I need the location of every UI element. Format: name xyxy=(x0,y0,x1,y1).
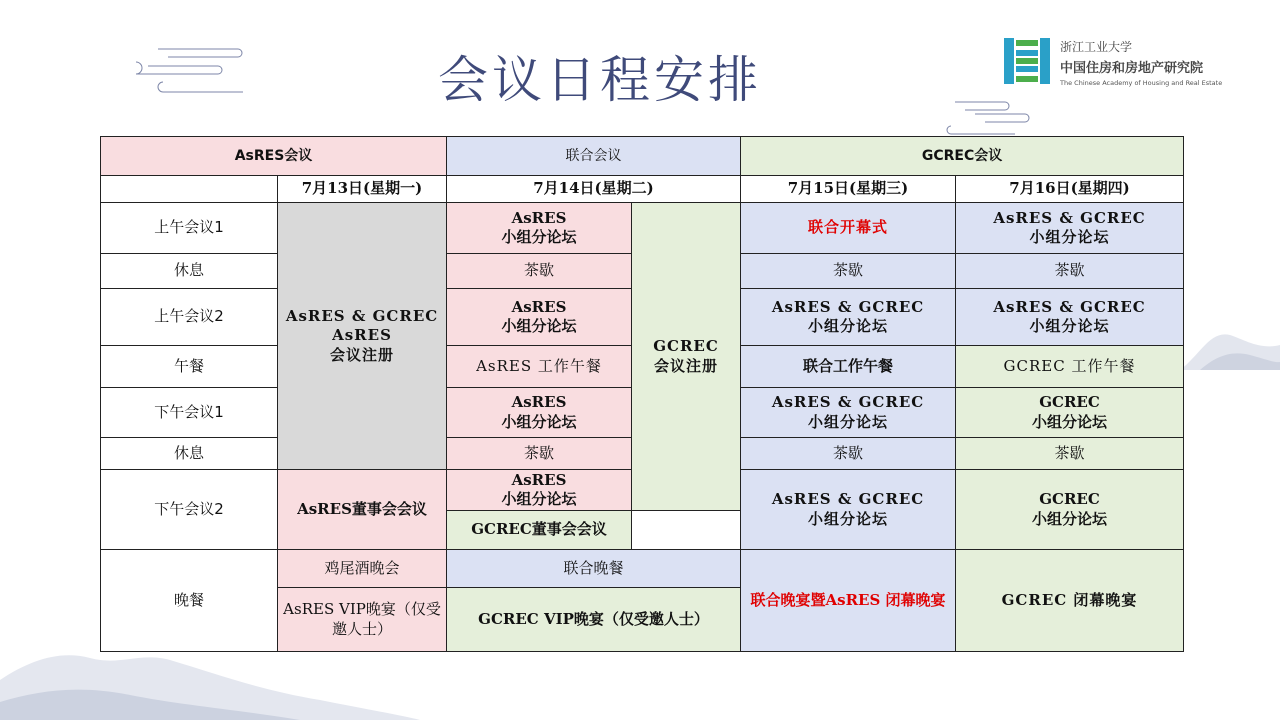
day-header: 7月15日(星期三) xyxy=(741,176,956,203)
session-label: 晚餐 xyxy=(101,550,278,652)
cell-line: 小组分论坛 xyxy=(1029,317,1110,335)
cell-line: 小组分论坛 xyxy=(808,412,889,431)
tea-break-cell: 茶歇 xyxy=(956,254,1184,289)
logo-university-name: 浙江工业大学 xyxy=(1060,40,1133,54)
opening-ceremony-cell: 联合开幕式 xyxy=(741,203,956,254)
lunch-cell: AsRES 工作午餐 xyxy=(447,346,632,388)
cell-line: AsRES xyxy=(511,470,567,489)
cell-line: AsRES xyxy=(511,393,567,411)
gcrec-closing-dinner-cell: GCREC 闭幕晚宴 xyxy=(956,550,1184,652)
session-label: 休息 xyxy=(101,438,278,470)
session-label: 下午会议1 xyxy=(101,388,278,438)
day-header: 7月14日(星期二) xyxy=(447,176,741,203)
cell-line: 小组分论坛 xyxy=(1032,509,1108,528)
cloud-decoration-right xyxy=(945,96,1035,136)
tea-break-cell: 茶歇 xyxy=(741,254,956,289)
gcrec-forum-cell xyxy=(956,388,1184,438)
lunch-cell: 联合工作午餐 xyxy=(741,346,956,388)
joint-forum-cell xyxy=(956,289,1184,346)
logo-academy-name: 中国住房和房地产研究院 xyxy=(1060,61,1204,76)
cell-line: 小组分论坛 xyxy=(1029,228,1110,246)
day-header: 7月16日(星期四) xyxy=(956,176,1184,203)
session-label: 上午会议2 xyxy=(101,289,278,346)
session-label: 午餐 xyxy=(101,346,278,388)
cell-line: AsRES & GCREC xyxy=(285,306,439,325)
tea-break-cell: 茶歇 xyxy=(741,438,956,470)
header-gcrec: GCREC会议 xyxy=(741,137,1184,176)
closing-banquet-cell: 联合晚宴暨AsRES 闭幕晚宴 xyxy=(741,550,956,652)
header-joint: 联合会议 xyxy=(447,137,741,176)
gcrec-vip-dinner-cell: GCREC VIP晚宴（仅受邀人士） xyxy=(447,588,741,652)
cell-line: GCREC xyxy=(653,337,719,355)
tea-break-cell: 茶歇 xyxy=(447,254,632,289)
institution-logo xyxy=(1004,38,1244,88)
page-title: 会议日程安排 xyxy=(438,51,762,109)
cell-line: AsRES & GCREC xyxy=(771,490,925,508)
cell-line: 小组分论坛 xyxy=(501,228,577,246)
cell-line: 会议注册 xyxy=(654,356,719,375)
session-label: 上午会议1 xyxy=(101,203,278,254)
asres-forum-cell xyxy=(447,470,632,511)
cocktail-party-cell: 鸡尾酒晚会 xyxy=(278,550,447,588)
cell-line: GCREC xyxy=(1039,393,1100,411)
header-asres: AsRES会议 xyxy=(101,137,447,176)
joint-forum-cell xyxy=(741,289,956,346)
cell-line: 会议注册 xyxy=(330,345,395,364)
board-meeting-cell: AsRES董事会会议 xyxy=(278,470,447,550)
tea-break-cell: 茶歇 xyxy=(447,438,632,470)
mountain-decoration-right xyxy=(1180,315,1280,370)
tea-break-cell: 茶歇 xyxy=(956,438,1184,470)
cell-line: GCREC xyxy=(1039,490,1100,508)
cell-line: AsRES & GCREC xyxy=(771,297,925,316)
cell-line: 小组分论坛 xyxy=(808,317,889,335)
logo-mark-icon xyxy=(1004,38,1050,84)
cell-line: 小组分论坛 xyxy=(808,509,889,528)
joint-dinner-cell: 联合晚餐 xyxy=(447,550,741,588)
cell-line: 小组分论坛 xyxy=(501,412,577,431)
logo-english-name: The Chinese Academy of Housing and Real Estate xyxy=(1060,79,1223,87)
cell-line: 小组分论坛 xyxy=(501,317,577,335)
asres-forum-cell xyxy=(447,388,632,438)
cloud-decoration-left xyxy=(128,44,248,96)
joint-forum-cell xyxy=(956,203,1184,254)
joint-forum-cell xyxy=(741,470,956,550)
asres-vip-dinner-cell: AsRES VIP晚宴（仅受邀人士） xyxy=(278,588,447,652)
joint-forum-cell xyxy=(741,388,956,438)
cell-line: 小组分论坛 xyxy=(501,490,577,508)
lunch-cell: GCREC 工作午餐 xyxy=(956,346,1184,388)
asres-forum-cell xyxy=(447,289,632,346)
cell-line: AsRES & GCREC xyxy=(771,393,925,411)
gcrec-registration-cell xyxy=(632,203,741,511)
cell-line: AsRES xyxy=(511,297,567,316)
asres-forum-cell xyxy=(447,203,632,254)
session-label: 下午会议2 xyxy=(101,470,278,550)
schedule-table xyxy=(100,136,1184,652)
cell-line: AsRES & GCREC xyxy=(993,297,1146,316)
cell-line: AsRES xyxy=(332,326,392,345)
gcrec-forum-cell xyxy=(956,470,1184,550)
gcrec-board-meeting-cell: GCREC董事会会议 xyxy=(447,511,632,550)
session-label: 休息 xyxy=(101,254,278,289)
cell-line: AsRES xyxy=(511,208,567,227)
cell-line: 小组分论坛 xyxy=(1032,412,1108,431)
cell-line: AsRES & GCREC xyxy=(993,208,1146,227)
day-header: 7月13日(星期一) xyxy=(278,176,447,203)
mountain-decoration-left xyxy=(0,640,420,720)
registration-cell xyxy=(278,203,447,470)
corner-cell xyxy=(101,176,278,203)
